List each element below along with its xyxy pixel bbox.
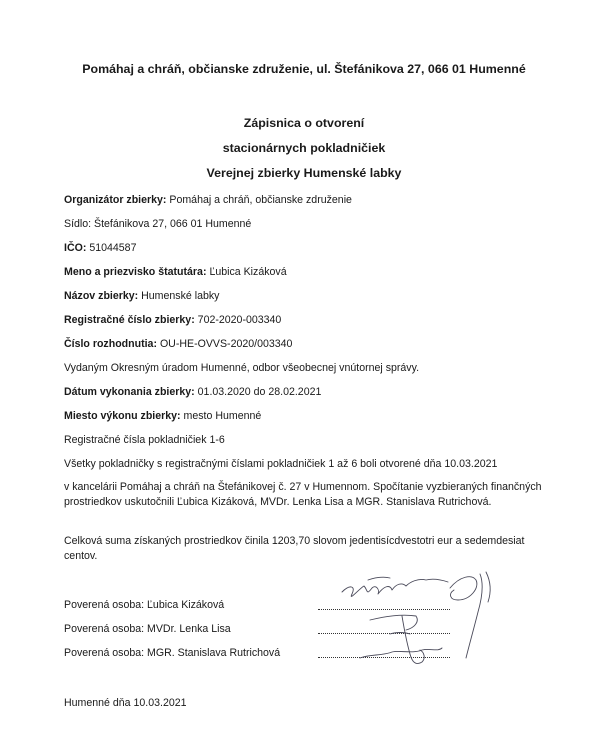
field-label: Registračné číslo zbierky	[64, 314, 192, 326]
field-value: Všetky pokladničky s registračnými číslami pokladničiek 1 až 6 boli otvorené dňa 10.03.2021	[64, 458, 498, 470]
field-label: Číslo rozhodnutia	[64, 338, 154, 350]
field-decision-number: Číslo rozhodnutia: OU-HE-OVVS-2020/003340	[64, 338, 293, 350]
field-opened	[64, 458, 497, 470]
field-value: Sídlo: Štefánikova 27, 066 01 Humenné	[64, 218, 252, 230]
paragraph-total: Celková suma získaných prostriedkov činila 1203,70 slovom jedentisícdvestotri eur a sedemdesiat centov.	[64, 535, 525, 562]
field-registration-number: Registračné číslo zbierky: 702-2020-003340	[64, 314, 282, 326]
field-value: 51044587	[89, 242, 137, 254]
paragraph-counting: v kancelárii Pomáhaj a chráň na Štefánikovej č. 27 v Humennom. Spočítanie vyzbieraných finančných prostriedkov uskutočnili Ľubica Kizáková, MVDr. Lenka Lisa a MGR. Stanislava Rutrichová.	[64, 481, 542, 508]
field-label: Organizátor zbierky	[64, 194, 163, 206]
organization-header: Pomáhaj a chráň, občianske združenie, ul. Štefánikova 27, 066 01 Humenné	[82, 62, 526, 76]
field-value: mesto Humenné	[183, 410, 262, 422]
field-label: Meno a priezvisko štatutára	[64, 266, 203, 278]
field-value: 702-2020-003340	[197, 314, 282, 326]
signer-2: Poverená osoba: MVDr. Lenka Lisa	[64, 623, 231, 635]
handwritten-signatures	[330, 570, 530, 690]
field-value: 01.03.2020 do 28.02.2021	[197, 386, 322, 398]
field-box-numbers	[64, 434, 225, 446]
field-value: OU-HE-OVVS-2020/003340	[159, 338, 293, 350]
field-value: Registračné čísla pokladničiek 1-6	[64, 434, 225, 446]
field-seat	[64, 218, 251, 230]
field-place: Miesto výkonu zbierky: mesto Humenné	[64, 410, 262, 422]
field-value: Pomáhaj a chráň, občianske združenie	[169, 194, 352, 206]
field-issued-by	[64, 362, 419, 374]
title-line-1: Zápisnica o otvorení	[243, 116, 365, 130]
field-label: IČO	[64, 242, 83, 254]
field-statutory: Meno a priezvisko štatutára: Ľubica Kizáková	[64, 266, 287, 278]
field-organizer: Organizátor zbierky: Pomáhaj a chráň, občianske združenie	[64, 194, 352, 206]
place-and-date: Humenné dňa 10.03.2021	[64, 697, 187, 709]
title-line-2: stacionárnych pokladničiek	[222, 141, 386, 155]
field-label: Názov zbierky	[64, 290, 135, 302]
field-value: Vydaným Okresným úradom Humenné, odbor všeobecnej vnútornej správy.	[64, 362, 420, 374]
field-label: Dátum vykonania zbierky	[64, 386, 192, 398]
field-label: Miesto výkonu zbierky	[64, 410, 178, 422]
field-collection-name: Názov zbierky: Humenské labky	[64, 290, 220, 302]
signer-3: Poverená osoba: MGR. Stanislava Rutrichová	[64, 647, 281, 659]
field-value: Humenské labky	[141, 290, 220, 302]
field-value: Ľubica Kizáková	[209, 266, 287, 278]
field-date: Dátum vykonania zbierky: 01.03.2020 do 28.02.2021	[64, 386, 322, 398]
signer-1: Poverená osoba: Ľubica Kizáková	[64, 599, 225, 611]
title-line-3: Verejnej zbierky Humenské labky	[206, 166, 402, 180]
field-ico: IČO: 51044587	[64, 242, 137, 254]
